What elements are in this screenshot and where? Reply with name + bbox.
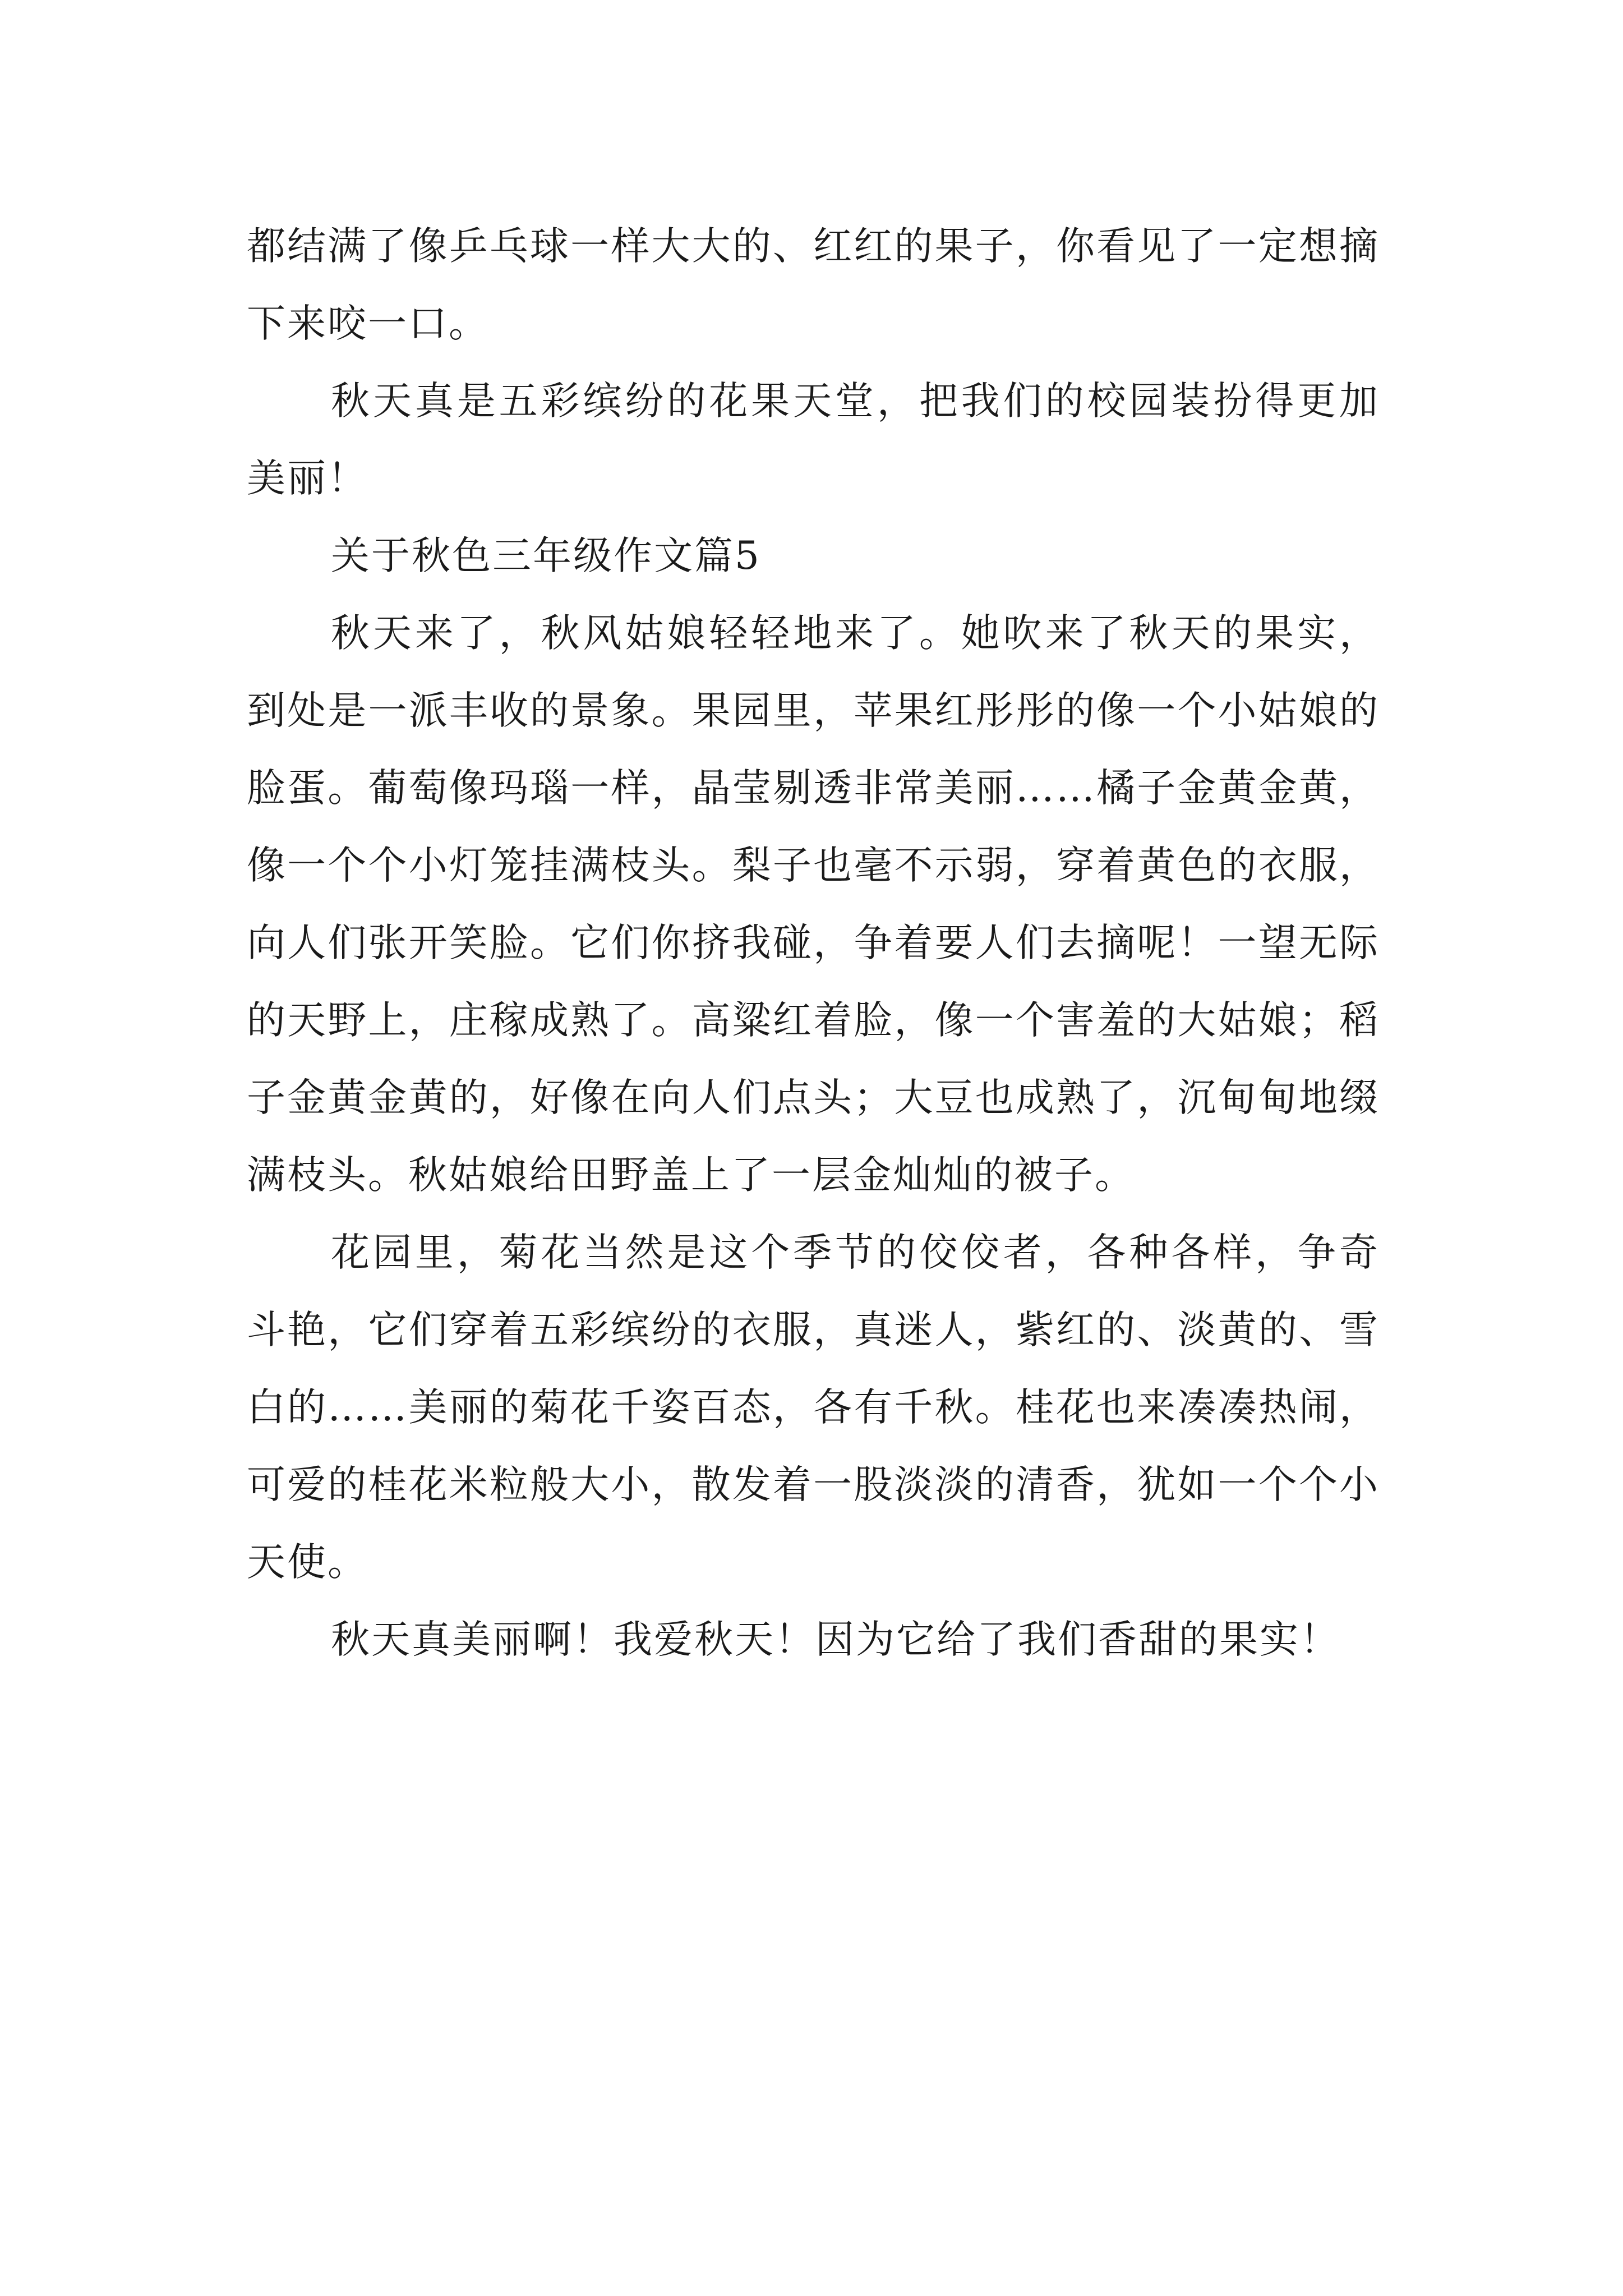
paragraph-autumn-harvest: 秋天来了，秋风姑娘轻轻地来了。她吹来了秋天的果实，到处是一派丰收的景象。果园里，苹果红彤彤的像一个小姑娘的脸蛋。葡萄像玛瑙一样，晶莹剔透非常美丽……橘子金黄金黄，像一个个小灯笼挂满枝头。梨子也毫不示弱，穿着黄色的衣服，向人们张开笑脸。它们你挤我碰，争着要人们去摘呢！一望无际的天野上，庄稼成熟了。高粱红着脸，像一个害羞的大姑娘；稻子金黄金黄的，好像在向人们点头；大豆也成熟了，沉甸甸地缀满枝头。秋姑娘给田野盖上了一层金灿灿的被子。	[247, 611, 1380, 1198]
paragraph-garden-flowers: 花园里，菊花当然是这个季节的佼佼者，各种各样，争奇斗艳，它们穿着五彩缤纷的衣服，真迷人，紫红的、淡黄的、雪白的……美丽的菊花千姿百态，各有千秋。桂花也来凑凑热闹，可爱的桂花米粒般大小，散发着一股淡淡的清香，犹如一个个小天使。	[247, 1230, 1380, 1585]
paragraph-closing: 秋天真美丽啊！我爱秋天！因为它给了我们香甜的果实！	[331, 1617, 1340, 1662]
paragraph-continuation: 都结满了像乒乓球一样大大的、红红的果子，你看见了一定想摘下来咬一口。	[247, 224, 1380, 346]
essay-body	[247, 208, 1380, 1678]
paragraph-campus-conclusion: 秋天真是五彩缤纷的花果天堂，把我们的校园装扮得更加美丽！	[247, 379, 1380, 501]
essay-heading: 关于秋色三年级作文篇5	[331, 533, 761, 578]
